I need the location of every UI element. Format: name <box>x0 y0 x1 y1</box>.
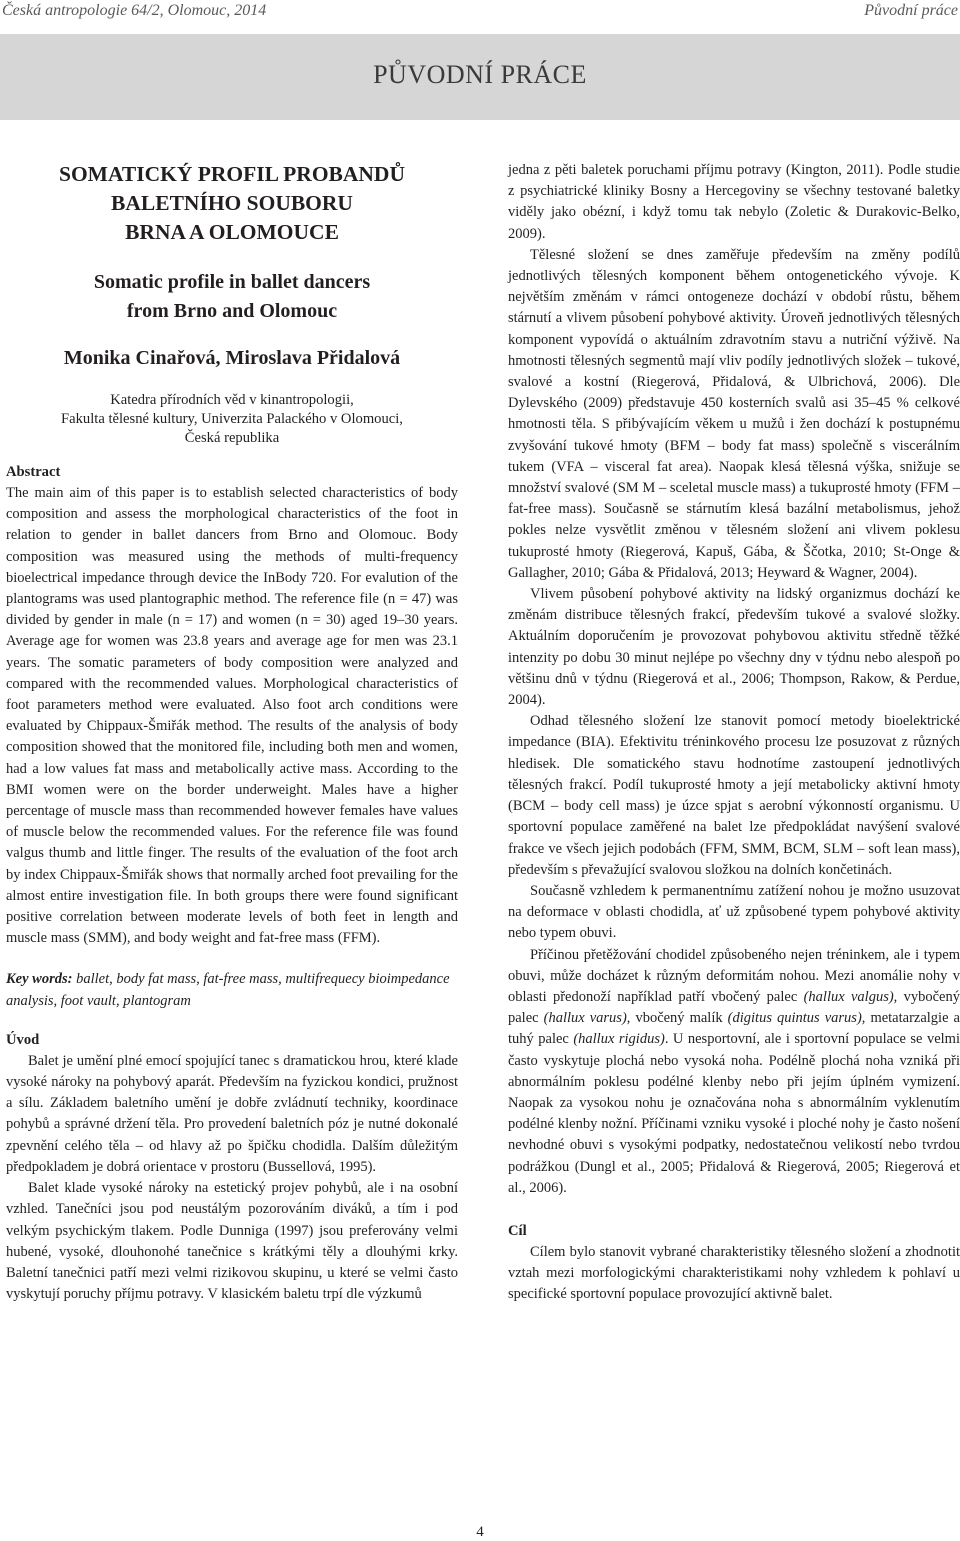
keywords-text: ballet, body fat mass, fat-free mass, multifrequecy bioimpedance analysis, foot vault, plantogram <box>6 971 450 1009</box>
p6-text-c: , vbočený malík <box>626 1010 728 1027</box>
article-subtitle <box>6 268 458 326</box>
aim-paragraph: Cílem bylo stanovit vybrané charakteristiky tělesného složení a zhodnotit vztah mezi morfologickými charakteristikami nohy vzhledem k pohlaví u specifické sportovní populace provozující aktivně balet. <box>508 1243 960 1303</box>
aim-heading: Cíl <box>508 1222 527 1239</box>
intro-paragraph-2: Balet klade vysoké nároky na estetický projev pohybů, ale i na osobní vzhled. Tanečníci jsou pod neustálým pozorováním diváků, a tím i pod velkým psychickým tlakem. Podle Dunniga (1997) jsou preferovány velmi hubené, vysoké, dlouhonohé tanečnice s krátkými těly a dlouhými krky. Baletní tanečnici patří mezi velmi rizikovou skupinu, u které se velmi často vyskytují poruchy příjmu potravy. V klasickém baletu trpí dle výzkumů <box>6 1180 458 1303</box>
term-hallux-varus: (hallux varus) <box>543 1010 627 1027</box>
p6-text-d: , metatarzalgie a tuhý palec <box>508 1010 960 1048</box>
section-banner <box>0 34 960 120</box>
affiliation-line-2: Fakulta tělesné kultury, Univerzita Palackého v Olomouci, <box>61 411 403 427</box>
journal-citation: Česká antropologie 64/2, Olomouc, 2014 <box>2 2 267 19</box>
affiliation <box>6 391 458 448</box>
p6-text-b: , vybočený palec <box>508 988 960 1027</box>
page-number: 4 <box>476 1524 484 1540</box>
title-line-2: BALETNÍHO SOUBORU <box>111 191 353 215</box>
title-line-1: SOMATICKÝ PROFIL PROBANDŮ <box>58 162 405 186</box>
subtitle-line-1: Somatic profile in ballet dancers <box>93 271 371 293</box>
authors: Monika Cinařová, Miroslava Přidalová <box>63 347 401 369</box>
banner-title: PŮVODNÍ PRÁCE <box>373 60 587 89</box>
left-column <box>6 160 458 1305</box>
running-header <box>0 0 960 26</box>
term-hallux-valgus: (hallux valgus) <box>803 988 894 1005</box>
body-paragraph-4: Odhad tělesného složení lze stanovit pomocí metody bioelektrické impedance (BIA). Efektivitu tréninkového procesu lze posuzovat z různých hledisek. Dle somatického stavu hodnotíme zastoupení jednotlivých tělesných frakcí. Podíl tukuprosté hmoty a její metabolicky aktivní hmoty (BCM – body cell mass) je úzce spjat s aerobní výkonností organismu. U sportovní populace zaměřené na balet lze předpokládat navýšení svalové frakce ve všech jejich podobách (FFM, SMM, BCM, SLM – soft lean mass), především s převažující svalovou složkou na dolních končetinách. <box>508 713 960 878</box>
section-label: Původní práce <box>864 2 958 19</box>
right-column <box>508 160 960 1306</box>
p6-text-a: Příčinou přetěžování chodidel způsobeného nejen tréninkem, ale i typem obuvi, může docházet k různým deformitám nohou. Mezi anomálie nohy v oblasti předonoží například patří vbočený palec <box>508 946 960 1005</box>
affiliation-line-3: Česká republika <box>184 430 280 446</box>
p6-text-e: . U nesportovní, ale i sportovní populace se velmi často vyskytuje plochá nebo vysoká noha. Podélně plochá noha vzniká při abnormálním poklesu podélné klenby nebo při jejím úplném vymizení. Naopak za vysokou nohu je označována noha s abnormálním vyklenutím podélné klenby nožní. Příčinami vzniku vysoké i ploché nohy je často nošení nevhodné obuvi s vysokými podpatky, nedostatečnou velikostí nebo tvrdou podrážkou (Dungl et al., 2005; Přidalová & Riegerová, 2005; Riegerová et al., 2006). <box>508 1031 960 1196</box>
title-line-3: BRNA A OLOMOUCE <box>125 220 339 244</box>
term-digitus-quintus-varus: (digitus quintus varus) <box>727 1010 862 1027</box>
body-paragraph-6 <box>508 945 960 1199</box>
abstract-heading: Abstract <box>6 464 61 480</box>
affiliation-line-1: Katedra přírodních věd v kinantropologii, <box>110 392 354 408</box>
intro-heading: Úvod <box>6 1031 40 1048</box>
subtitle-line-2: from Brno and Olomouc <box>126 300 338 322</box>
body-paragraph-3: Vlivem působení pohybové aktivity na lidský organizmus dochází ke změnám distribuce tělesných frakcí, především tukové a svalové složky. Aktuálním doporučením je provozovat pohybovou aktivitu středně těžké intenzity po dobu 30 minut nejlépe po všechny dny v týdnu nebo alespoň po většinu dnů v týdnu (Riegerová et al., 2006; Thompson, Rakow, & Perdue, 2004). <box>508 586 960 709</box>
keywords-label: Key words: <box>6 971 73 988</box>
article-title <box>6 160 458 247</box>
body-paragraph-1: jedna z pěti baletek poruchami příjmu potravy (Kington, 2011). Podle studie z psychiatrické kliniky Bosny a Hercegoviny se všechny testované baletky viděly jako obézní, i když tomu tak nebylo (Zoletic & Durakovic-Belko, 2009). <box>508 162 960 242</box>
keywords <box>6 969 458 1011</box>
term-hallux-rigidus: (hallux rigidus) <box>573 1031 665 1048</box>
body-paragraph-5: Současně vzhledem k permanentnímu zatížení nohou je možno usuzovat na deformace v oblasti chodidla, ať už způsobené typem pohybové aktivity nebo typem obuvi. <box>508 882 960 942</box>
intro-paragraph-1: Balet je umění plné emocí spojující tanec s dramatickou hrou, které klade vysoké nároky na pohybový aparát. Především na fyzickou kondici, pružnost a sílu. Základem baletního umění je dobře zvládnutí techniky, koordinace pohybů a správné držení těla. Pro provedení baletních póz je nutné dokonalé zpevnění celého těla – od hlavy až po špičku chodidla. Dalším důležitým předpokladem je dobrá orientace v prostoru (Bussellová, 1995). <box>6 1052 458 1175</box>
abstract-text: The main aim of this paper is to establish selected characteristics of body composition and assess the morphological characteristics of the foot in relation to gender in ballet dancers from Brno and Olomouc. Body composition was measured using the methods of multi-frequency bioelectrical impedance through device the InBody 720. For evalution of the plantograms was used plantographic method. The reference file (n = 47) was divided by gender in male (n = 17) and women (n = 30) aged 19–30 years. Average age for women was 23.8 years and average age for men was 23.1 years. The somatic parameters of body composition were analyzed and compared with the recommended values. Morphological characteristics of foot parameters method were evaluated. Also foot arch conditions were evaluated by Chippaux-Šmiřák method. The results of the analysis of body composition showed that the monitored file, including both men and women, had a low values fat mass and metabolically active mass. According to the BMI women were on the border underweight. Males have a higher percentage of muscle mass than recommended however females have values of muscle below the recommended values. For the reference file was found valgus thumb and little finger. The results of the evaluation of the foot arch by index Chippaux-Šmiřák shows that normally arched foot prevailing for the almost entire investigation file. In both groups there were found significant positive correlation between moderate levels of both feet in length and muscle mass (SMM), and body weight and fat-free mass (FFM). <box>6 485 458 947</box>
body-paragraph-2: Tělesné složení se dnes zaměřuje především na změny podílů jednotlivých tělesných komponent během ontogenetického vývoje. K největším změnám v rámci ontogeneze dochází v období růstu, během stárnutí a vlivem působení pohybové aktivity. Úroveň jednotlivých tělesných komponent vypovídá o aktuálním zdravotním stavu a nutriční výživě. Na hmotnosti tělesných segmentů mají vliv podíly jednotlivých složek – tukové, svalové a kostní (Riegerová, Přidalová, & Ulbrichová, 2006). Dle Dylevského (2009) představuje 450 kosterních svalů asi 35–45 % celkové hmotnosti těla. S přibývajícím věkem u mužů i žen dochází k postupnému zvyšování tukové hmoty (BFM – body fat mass) společně s viscerálním tukem (VFA – visceral fat area). Naopak klesá tělesná výška, snižuje se množství svalové (SM M – sceletal muscle mass) a tukuprosté hmoty (FFM – fat-free mass). Současně se stárnutím klesá bazální metabolismus, jehož pokles nelze vysvětlit změnou v tělesném složení ani vlivem poklesu tukuprosté hmoty (Riegerová, Kapuš, Gába, & Ščotka, 2010; St-Onge & Gallagher, 2010; Gába & Přidalová, 2013; Heyward & Wagner, 2004). <box>508 246 960 581</box>
